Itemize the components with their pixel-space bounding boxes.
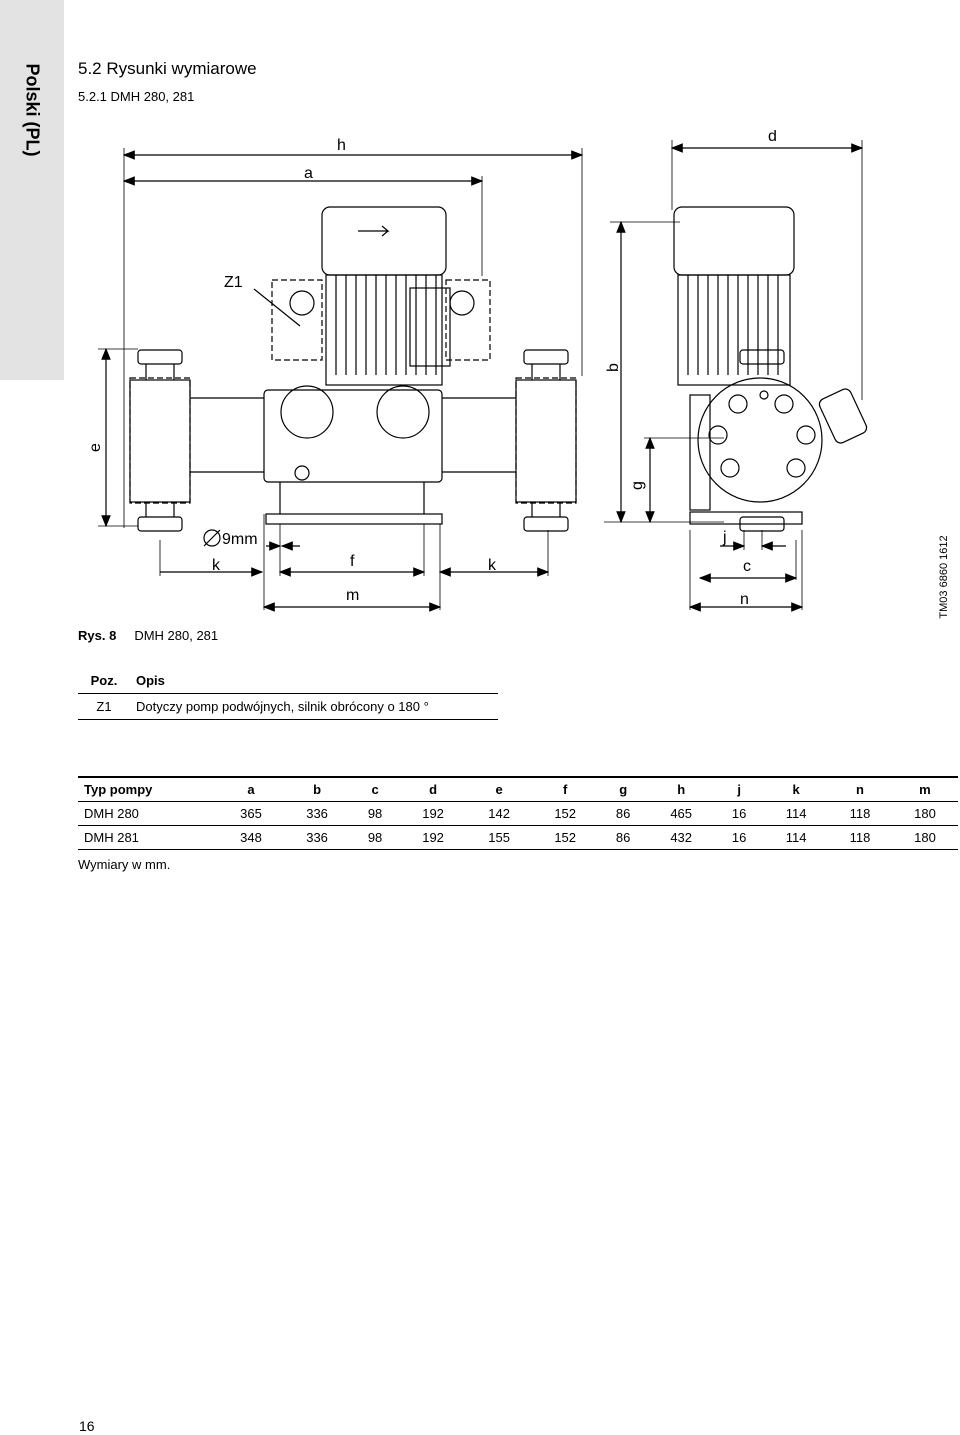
table-cell: 142: [488, 806, 510, 821]
table-cell: 432: [670, 830, 693, 845]
dim-label-k-right: k: [488, 557, 496, 574]
side-view: [674, 207, 869, 531]
table-cell: 86: [615, 830, 631, 845]
table-cell: 155: [488, 830, 510, 845]
table-cell: 465: [670, 806, 693, 821]
dim-label-k-left: k: [212, 557, 220, 574]
section-title: 5.2 Rysunki wymiarowe: [78, 59, 257, 78]
header-n: n: [856, 782, 864, 797]
motor: [322, 207, 450, 385]
table-cell: 192: [422, 806, 444, 821]
table-cell: 118: [849, 830, 871, 845]
header-d: d: [429, 782, 438, 797]
table-row: [78, 694, 498, 720]
table-cell: 114: [785, 806, 807, 821]
dimension-table: [78, 776, 958, 850]
pos-cell: Z1: [96, 699, 112, 714]
header-b: b: [313, 782, 322, 797]
language-side-tab: [0, 0, 64, 380]
table-cell: 365: [240, 806, 262, 821]
language-label: Polski (PL): [22, 63, 43, 157]
dim-label-n: n: [740, 591, 749, 608]
drawing-code: TM03 6860 1612: [938, 535, 950, 619]
header-c: c: [371, 782, 379, 797]
dim-label-c: c: [743, 558, 751, 575]
header-a: a: [247, 782, 255, 797]
table-cell: 336: [306, 806, 328, 821]
table-cell: 336: [306, 830, 328, 845]
table-cell: DMH 281: [84, 830, 139, 845]
table-cell: 16: [731, 830, 747, 845]
header-m: m: [919, 782, 931, 797]
dim-label-m: m: [346, 587, 360, 604]
drawing-svg: [80, 130, 960, 625]
table-cell: 98: [367, 830, 383, 845]
dimension-drawing: [80, 130, 960, 625]
table-cell: 16: [731, 806, 747, 821]
dim-label-hole: 9mm: [222, 531, 258, 548]
footnote: Wymiary w mm.: [78, 857, 171, 872]
position-table: [78, 668, 498, 720]
header-pos: Poz.: [90, 673, 118, 688]
table-cell: 152: [554, 806, 577, 821]
dim-label-h: h: [337, 137, 346, 154]
header-desc: Opis: [136, 673, 165, 688]
position-table-header: [78, 668, 498, 694]
table-cell: 348: [240, 830, 262, 845]
dim-label-d: d: [768, 130, 777, 145]
table-cell: 98: [367, 806, 383, 821]
table-cell: 180: [914, 806, 936, 821]
table-row: [78, 802, 958, 826]
desc-cell: Dotyczy pomp podwójnych, silnik obrócony o 180 °: [136, 699, 429, 714]
table-cell: 152: [554, 830, 577, 845]
table-cell: 192: [422, 830, 444, 845]
subsection-title: 5.2.1 DMH 280, 281: [78, 89, 195, 104]
table-cell: 114: [785, 830, 807, 845]
dim-label-b: b: [605, 363, 622, 372]
dim-label-j: j: [723, 529, 727, 546]
dim-label-g: g: [629, 481, 646, 490]
header-e: e: [495, 782, 503, 797]
figure-caption: [78, 628, 218, 643]
dim-label-z1: Z1: [224, 274, 243, 291]
header-type: Typ pompy: [84, 782, 153, 797]
dim-label-a: a: [304, 165, 313, 182]
table-row: [78, 826, 958, 850]
table-cell: 180: [914, 830, 936, 845]
table-cell: DMH 280: [84, 806, 139, 821]
page-number: 16: [79, 1418, 95, 1434]
header-f: f: [562, 782, 568, 797]
front-view: [130, 207, 576, 531]
figure-caption-text: DMH 280, 281: [134, 628, 219, 643]
dim-label-e: e: [87, 443, 104, 452]
figure-label: Rys. 8: [78, 628, 117, 643]
header-g: g: [619, 782, 628, 797]
dimension-table-header: [78, 777, 958, 802]
pump-body: [130, 350, 576, 531]
table-cell: 118: [849, 806, 871, 821]
z1-outline: [130, 280, 576, 503]
dim-label-f: f: [350, 553, 355, 570]
header-k: k: [792, 782, 800, 797]
header-h: h: [677, 782, 686, 797]
table-cell: 86: [615, 806, 631, 821]
header-j: j: [737, 782, 741, 797]
